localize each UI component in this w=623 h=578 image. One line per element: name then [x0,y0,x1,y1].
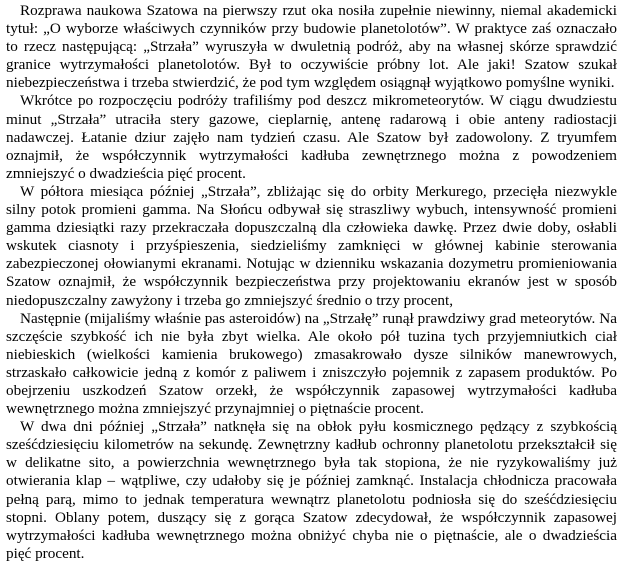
paragraph-2: Wkrótce po rozpoczęciu podróży trafiliśmy pod deszcz mikrometeorytów. W ciągu dwudziestu minut „Strzała” utraciła stery gazowe, cieplarnię, antenę radarową i obie anteny radiostacji nadawczej. Łatanie dziur zajęło nam tydzień czasu. Ale Szatow był zadowolony. Z tryumfem oznajmił, że współczynnik wytrzymałości kadłuba zewnętrznego można z powodzeniem zmniejszyć o dwadzieścia pięć procent. [6,92,617,182]
paragraph-1: Rozprawa naukowa Szatowa na pierwszy rzut oka nosiła zupełnie niewinny, niemal akademicki tytuł: „O wyborze właściwych czynników przy budowie planetolotów”. W praktyce zaś oznaczało to rzecz następującą: „Strzała” wyruszyła w dwuletnią podróż, aby na własnej skórze sprawdzić granice wytrzymałości planetolotów. Był to oczywiście próbny lot. Ale jaki! Szatow szukał niebezpieczeństwa i trzeba stwierdzić, że pod tym względem osiągnął wyjątkowo pomyślne wyniki. [6,2,617,92]
paragraph-4: Następnie (mijaliśmy właśnie pas asteroidów) na „Strzałę” runął prawdziwy grad meteorytów. Na szczęście szybkość ich nie była zbyt wielka. Ale około pół tuzina tych przyjemniutkich ciał niebieskich (wielkości kamienia brukowego) zmasakrowało dysze silników manewrowych, strzaskało całkowicie jedną z komór z paliwem i zniszczyło pojemnik z zapasem produktów. Po obejrzeniu uszkodzeń Szatow orzekł, że współczynnik zapasowej wytrzymałości kadłuba wewnętrznego można zmniejszyć przynajmniej o piętnaście procent. [6,309,617,418]
paragraph-3: W półtora miesiąca później „Strzała”, zbliżając się do orbity Merkurego, przecięła niezwykle silny potok promieni gamma. Na Słońcu odbywał się straszliwy wybuch, intensywność promieni gamma dziesiątki razy przekraczała dopuszczalną dla człowieka dawkę. Przez dwie doby, osłabli wskutek ciasnoty i przyśpieszenia, siedzieliśmy zamknięci w głównej kabinie sterowania zabezpieczonej ołowianymi ekranami. Notując w dzienniku wskazania dozymetru promieniowania Szatow oznajmił, że współczynnik bezpieczeństwa przy projektowaniu ekranów jest w sposób niedopuszczalny zawyżony i trzeba go zmniejszyć średnio o trzy procent, [6,182,617,309]
paragraph-5: W dwa dni później „Strzała” natknęła się na obłok pyłu kosmicznego pędzący z szybkością sześćdziesięciu kilometrów na sekundę. Zewnętrzny kadłub ochronny planetolotu przekształcił się w delikatne sito, a powierzchnia wewnętrznego była tak stopiona, że nie ryzykowaliśmy już otwierania klap – wątpliwe, czy udałoby się je później zamknąć. Instalacja chłodnicza pracowała pełną parą, mimo to jednak temperatura wewnątrz planetolotu podniosła się do sześćdziesięciu stopni. Oblany potem, duszący się z gorąca Szatow zdecydował, że współczynnik zapasowej wytrzymałości kadłuba wewnętrznego można obniżyć chyba nie o piętnaście, ale o dwadzieścia pięć procent. [6,418,617,562]
